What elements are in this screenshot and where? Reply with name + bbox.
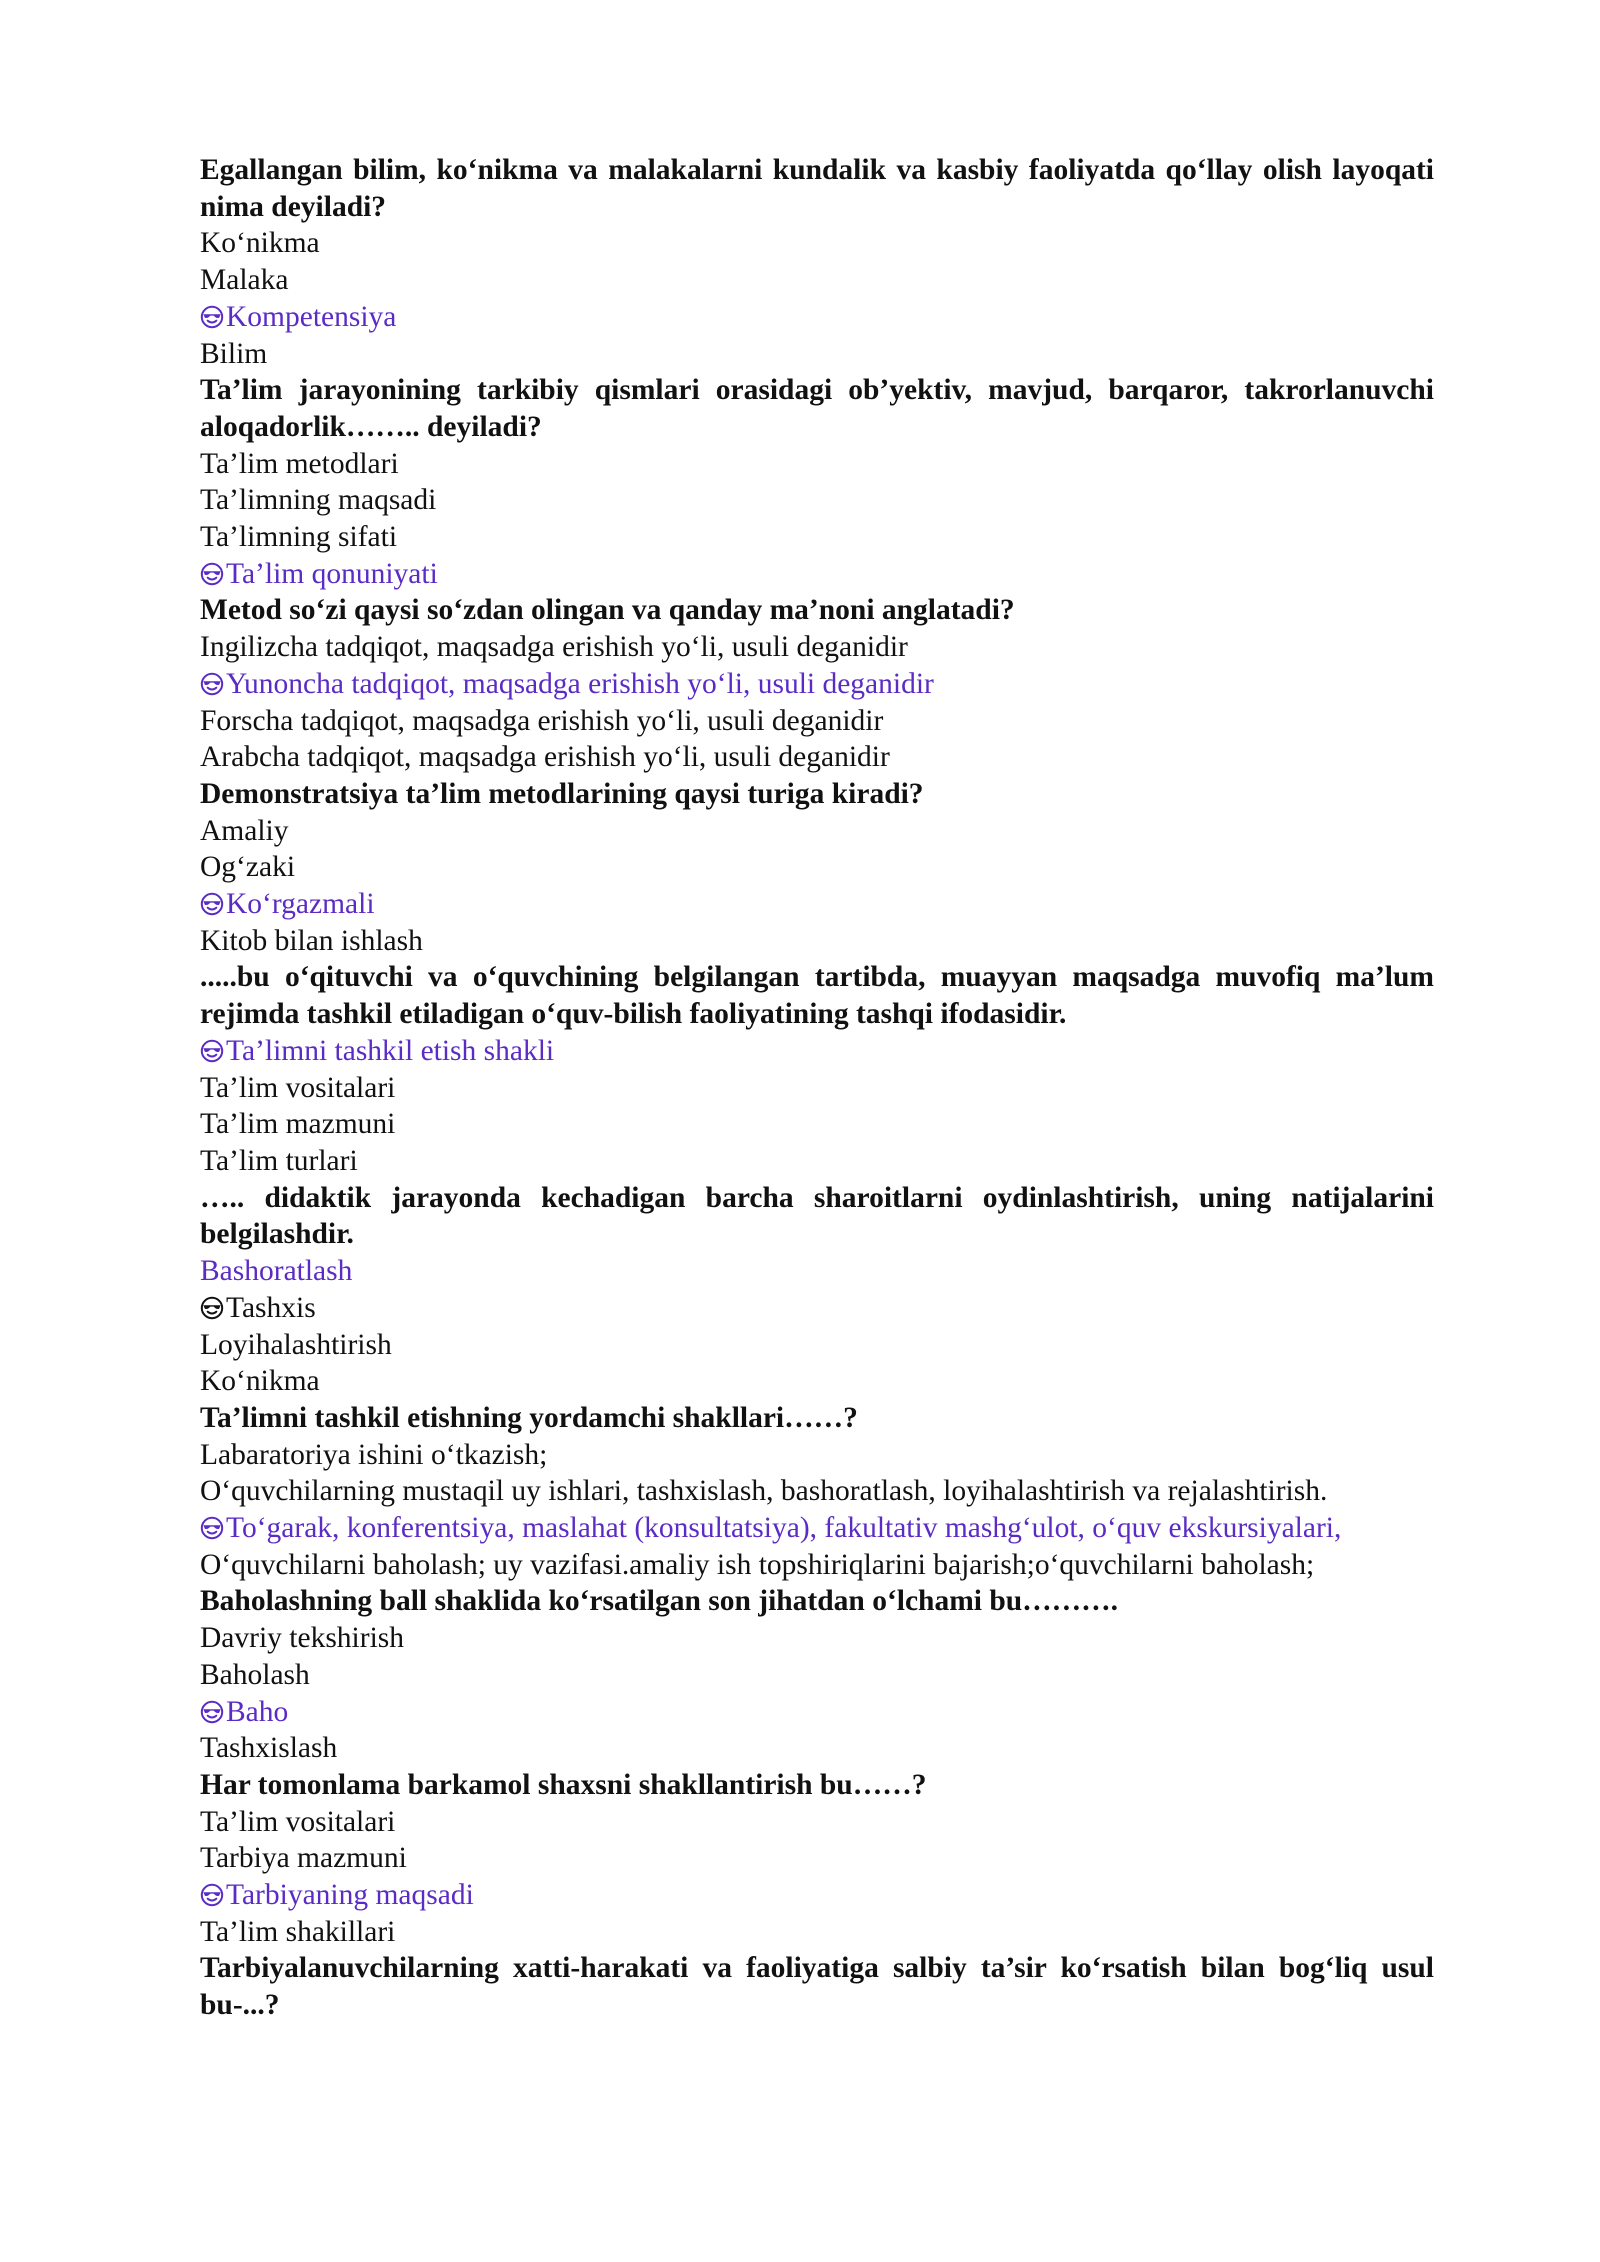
answer-options [200,1437,1434,1584]
answer-option [200,923,1434,960]
question-text: Demonstratsiya ta’lim metodlarining qaysi turiga kiradi? [200,777,924,810]
answer-option-text: Baholash [200,1658,310,1691]
question-block [200,592,1434,776]
answer-option-text: Tashxislash [200,1732,338,1765]
answer-option-text: Arabcha tadqiqot, maqsadga erishish yo‘li, usuli deganidir [200,741,890,774]
answer-option [200,1437,1434,1474]
correct-answer-option [200,1253,1434,1290]
answer-option [200,1620,1434,1657]
answer-option-text: Bilim [200,337,268,370]
correct-answer-option [200,886,1434,923]
answer-option-text: Bashoratlash [200,1255,353,1288]
answer-option-text: Ko‘rgazmali [226,888,375,921]
answer-option [200,1730,1434,1767]
answer-options [200,1804,1434,1951]
answer-option-text: Ta’lim mazmuni [200,1108,396,1141]
answer-option [200,1804,1434,1841]
answer-option [200,1106,1434,1143]
answer-option [200,1070,1434,1107]
question-block [200,1950,1434,2023]
smiling-face-with-sunglasses-icon [200,305,224,329]
question-block [200,1180,1434,1400]
correct-answer-option [200,556,1434,593]
answer-options [200,225,1434,372]
answer-options [200,1253,1434,1400]
answer-option [200,739,1434,776]
answer-option [200,482,1434,519]
answer-option [200,336,1434,373]
question-block [200,1583,1434,1767]
answer-option-text: Ta’lim shakillari [200,1915,396,1948]
question-block [200,1400,1434,1584]
answer-option-text: Ta’limning sifati [200,521,398,554]
question-block [200,959,1434,1179]
answer-option [200,1840,1434,1877]
answer-options [200,813,1434,960]
answer-option-text: Ta’limni tashkil etish shakli [226,1034,555,1067]
answer-option-text: Ko‘nikma [200,227,320,260]
correct-answer-option [200,1510,1434,1547]
answer-option-text: Ta’lim vositalari [200,1805,396,1838]
question-block [200,1767,1434,1951]
answer-option-text: Amaliy [200,814,289,847]
answer-option-text: Kompetensiya [226,300,397,333]
answer-option-text: Tarbiya mazmuni [200,1842,407,1875]
answer-options [200,1033,1434,1180]
question-block [200,152,1434,372]
smiling-face-with-sunglasses-icon [200,892,224,916]
smiling-face-with-sunglasses-icon [200,672,224,696]
answer-option-text: Loyihalashtirish [200,1328,392,1361]
answer-option-text: Ta’lim turlari [200,1144,358,1177]
answer-option-text: Forscha tadqiqot, maqsadga erishish yo‘li, usuli deganidir [200,704,884,737]
smiling-face-with-sunglasses-icon [200,1516,224,1540]
answer-option-text: Davriy tekshirish [200,1622,405,1655]
answer-option-text: Ingilizcha tadqiqot, maqsadga erishish yo‘li, usuli deganidir [200,631,908,664]
answer-option [200,1547,1434,1584]
answer-option [200,519,1434,556]
answer-option [200,225,1434,262]
answer-option [200,1914,1434,1951]
correct-answer-option [200,1033,1434,1070]
answer-option-text: Yunoncha tadqiqot, maqsadga erishish yo‘li, usuli deganidir [226,667,934,700]
question-text: Egallangan bilim, ko‘nikma va malakalarni kundalik va kasbiy faoliyatda qo‘llay olish layoqati nima deyiladi? [200,154,1434,223]
answer-options [200,446,1434,593]
correct-answer-option [200,1877,1434,1914]
answer-option-text: Tashxis [226,1291,316,1324]
answer-option-text: O‘quvchilarning mustaqil uy ishlari, tashxislash, bashoratlash, loyihalashtirish va rejalashtirish. [200,1475,1328,1508]
question-text: Ta’lim jarayonining tarkibiy qismlari orasidagi ob’yektiv, mavjud, barqaror, takrorlanuvchi aloqadorlik…….. deyiladi? [200,374,1434,443]
answer-option-text: Og‘zaki [200,851,296,884]
question-text: .....bu o‘qituvchi va o‘quvchining belgilangan tartibda, muayyan maqsadga muvofiq ma’lum rejimda tashkil etiladigan o‘quv-bilish faoliyatining tashqi ifodasidir. [200,961,1434,1031]
answer-option [200,1290,1434,1327]
answer-option [200,1143,1434,1180]
question-text: Metod so‘zi qaysi so‘zdan olingan va qanday ma’noni anglatadi? [200,594,1015,627]
answer-option [200,1473,1434,1510]
correct-answer-option [200,1694,1434,1731]
answer-option-text: Ta’lim vositalari [200,1071,396,1104]
question-text: Baholashning ball shaklida ko‘rsatilgan son jihatdan o‘lchami bu………. [200,1585,1119,1618]
answer-option [200,813,1434,850]
question-block [200,372,1434,592]
answer-option-text: Ta’lim qonuniyati [226,557,438,590]
answer-options [200,629,1434,776]
answer-option-text: To‘garak, konferentsiya, maslahat (konsultatsiya), fakultativ mashg‘ulot, o‘quv ekskursiyalari, [226,1512,1342,1545]
answer-option-text: O‘quvchilarni baholash; uy vazifasi.amaliy ish topshiriqlarini bajarish;o‘quvchilarni baholash; [200,1548,1315,1581]
question-text: Ta’limni tashkil etishning yordamchi shakllari……? [200,1401,858,1434]
answer-option [200,703,1434,740]
answer-option-text: Malaka [200,264,289,297]
answer-option-text: Labaratoriya ishini o‘tkazish; [200,1438,548,1471]
answer-option [200,1327,1434,1364]
smiling-face-with-sunglasses-icon [200,1700,224,1724]
question-text: Tarbiyalanuvchilarning xatti-harakati va faoliyatiga salbiy ta’sir ko‘rsatish bilan bog‘liq usul bu-...? [200,1952,1434,2022]
answer-option [200,629,1434,666]
smiling-face-with-sunglasses-icon [200,562,224,586]
document-page [200,152,1434,2024]
question-text: ….. didaktik jarayonda kechadigan barcha sharoitlarni oydinlashtirish, uning natijalarini belgilashdir. [200,1181,1434,1251]
answer-option-text: Ta’lim metodlari [200,447,399,480]
answer-option [200,1363,1434,1400]
answer-option [200,1657,1434,1694]
answer-option-text: Ta’limning maqsadi [200,484,437,517]
smiling-face-with-sunglasses-icon [200,1296,224,1320]
smiling-face-with-sunglasses-icon [200,1883,224,1907]
answer-options [200,1620,1434,1767]
answer-option [200,849,1434,886]
question-block [200,776,1434,960]
question-text: Har tomonlama barkamol shaxsni shakllantirish bu……? [200,1768,927,1801]
correct-answer-option [200,666,1434,703]
answer-option-text: Baho [226,1695,289,1728]
answer-option-text: Ko‘nikma [200,1365,320,1398]
answer-option-text: Tarbiyaning maqsadi [226,1879,474,1912]
answer-option [200,446,1434,483]
smiling-face-with-sunglasses-icon [200,1039,224,1063]
answer-option [200,262,1434,299]
correct-answer-option [200,299,1434,336]
answer-option-text: Kitob bilan ishlash [200,924,423,957]
